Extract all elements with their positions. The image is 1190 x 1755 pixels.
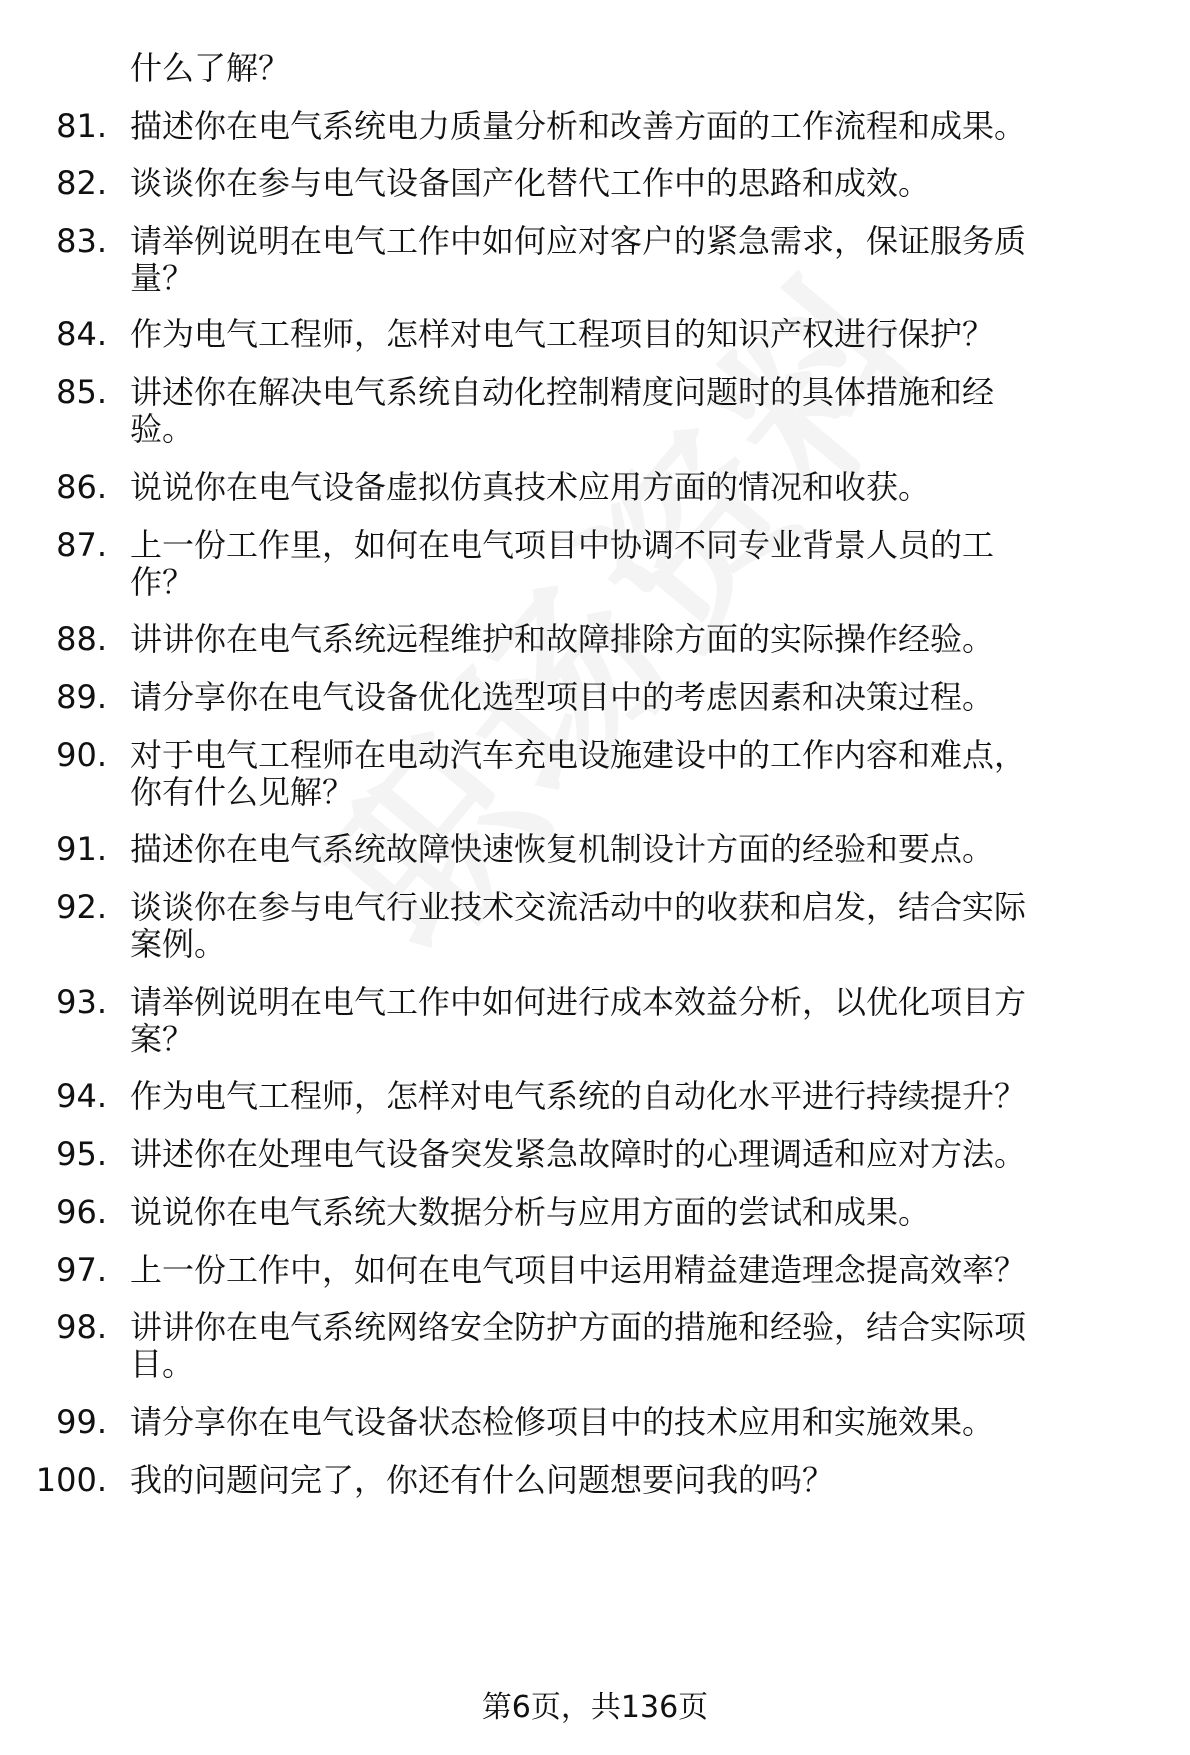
- item-text: 对于电气工程师在电动汽车充电设施建设中的工作内容和难点，: [130, 736, 1027, 774]
- item-text: 作为电气工程师，怎样对电气系统的自动化水平进行持续提升？: [130, 1077, 1027, 1115]
- item-number: 99.: [56, 1403, 107, 1441]
- item-number: 87.: [56, 526, 107, 564]
- item-text: 描述你在电气系统电力质量分析和改善方面的工作流程和成果。: [130, 107, 1027, 145]
- item-number: 100.: [35, 1461, 107, 1499]
- item-number: 94.: [56, 1077, 107, 1115]
- item-text: 请分享你在电气设备状态检修项目中的技术应用和实施效果。: [130, 1403, 995, 1441]
- item-text: 讲述你在解决电气系统自动化控制精度问题时的具体措施和经: [130, 373, 995, 411]
- item-number: 89.: [56, 678, 107, 716]
- item-text-continued: 案？: [130, 1020, 195, 1058]
- item-text: 上一份工作里，如何在电气项目中协调不同专业背景人员的工: [130, 526, 995, 564]
- item-text: 请举例说明在电气工作中如何进行成本效益分析，以优化项目方: [130, 983, 1027, 1021]
- item-text: 我的问题问完了，你还有什么问题想要问我的吗？: [130, 1461, 835, 1499]
- item-text-continued: 案例。: [130, 925, 227, 963]
- item-number: 93.: [56, 983, 107, 1021]
- continuation-text: 什么了解？: [130, 49, 291, 87]
- item-text-continued: 你有什么见解？: [130, 773, 355, 811]
- item-text: 讲述你在处理电气设备突发紧急故障时的心理调适和应对方法。: [130, 1135, 1027, 1173]
- item-number: 84.: [56, 315, 107, 353]
- item-number: 98.: [56, 1308, 107, 1346]
- item-number: 96.: [56, 1193, 107, 1231]
- item-number: 97.: [56, 1251, 107, 1289]
- item-text: 作为电气工程师，怎样对电气工程项目的知识产权进行保护？: [130, 315, 995, 353]
- item-number: 88.: [56, 620, 107, 658]
- item-text: 讲讲你在电气系统远程维护和故障排除方面的实际操作经验。: [130, 620, 995, 658]
- item-text: 请分享你在电气设备优化选型项目中的考虑因素和决策过程。: [130, 678, 995, 716]
- item-number: 92.: [56, 888, 107, 926]
- item-text: 说说你在电气设备虚拟仿真技术应用方面的情况和收获。: [130, 468, 931, 506]
- item-number: 82.: [56, 164, 107, 202]
- item-number: 81.: [56, 107, 107, 145]
- item-text: 描述你在电气系统故障快速恢复机制设计方面的经验和要点。: [130, 830, 995, 868]
- item-text-continued: 量？: [130, 259, 195, 297]
- item-text: 谈谈你在参与电气行业技术交流活动中的收获和启发，结合实际: [130, 888, 1027, 926]
- item-number: 91.: [56, 830, 107, 868]
- page-footer: 第6页，共136页: [481, 1690, 709, 1725]
- item-number: 85.: [56, 373, 107, 411]
- item-text-continued: 作？: [130, 563, 195, 601]
- item-number: 90.: [56, 736, 107, 774]
- item-number: 86.: [56, 468, 107, 506]
- item-text-continued: 目。: [130, 1345, 195, 1383]
- item-number: 95.: [56, 1135, 107, 1173]
- item-text-continued: 验。: [130, 410, 195, 448]
- item-number: 83.: [56, 222, 107, 260]
- item-text: 说说你在电气系统大数据分析与应用方面的尝试和成果。: [130, 1193, 931, 1231]
- item-text: 讲讲你在电气系统网络安全防护方面的措施和经验，结合实际项: [130, 1308, 1027, 1346]
- item-text: 请举例说明在电气工作中如何应对客户的紧急需求，保证服务质: [130, 222, 1027, 260]
- item-text: 谈谈你在参与电气设备国产化替代工作中的思路和成效。: [130, 164, 931, 202]
- item-text: 上一份工作中，如何在电气项目中运用精益建造理念提高效率？: [130, 1251, 1027, 1289]
